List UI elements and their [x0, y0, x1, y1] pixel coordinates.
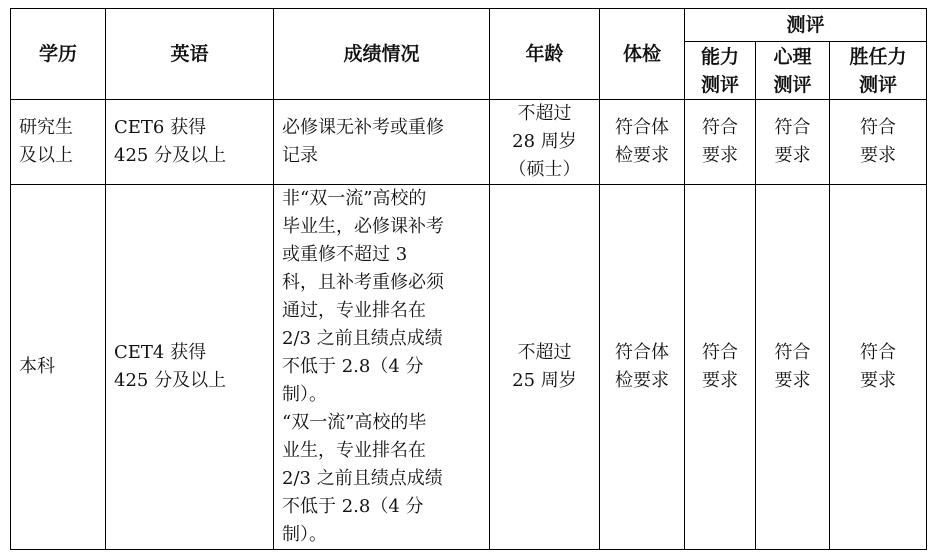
requirements-table	[10, 8, 927, 550]
header-ability: 能力 测评	[685, 42, 756, 100]
cell-english: CET4 获得 425 分及以上	[106, 185, 274, 550]
cell-education: 本科	[11, 185, 106, 550]
cell-psychology: 符合 要求	[756, 100, 830, 185]
cell-psychology: 符合 要求	[756, 185, 830, 550]
cell-competency: 符合 要求	[830, 185, 927, 550]
requirements-table-wrapper	[10, 8, 927, 550]
cell-grades: 非“双一流”高校的 毕业生，必修课补考 或重修不超过 3 科，且补考重修必须 通过，专业排名在 2/3 之前且绩点成绩 不低于 2.8（4 分 制）。 “双一流”高校的毕 业生，专业排名在 2/3 之前且绩点成绩 不低于 2.8（4 分 制）。	[274, 185, 490, 550]
header-assessment: 测评	[685, 9, 927, 42]
cell-grades: 必修课无补考或重修 记录	[274, 100, 490, 185]
cell-age: 不超过 25 周岁	[490, 185, 600, 550]
header-education: 学历	[11, 9, 106, 100]
table-row-undergraduate	[11, 185, 927, 550]
header-grades: 成绩情况	[274, 9, 490, 100]
header-psychology: 心理 测评	[756, 42, 830, 100]
cell-age: 不超过 28 周岁 （硕士）	[490, 100, 600, 185]
table-row-graduate	[11, 100, 927, 185]
header-physical: 体检	[600, 9, 685, 100]
header-english: 英语	[106, 9, 274, 100]
cell-physical: 符合体 检要求	[600, 100, 685, 185]
cell-ability: 符合 要求	[685, 100, 756, 185]
header-competency: 胜任力 测评	[830, 42, 927, 100]
cell-ability: 符合 要求	[685, 185, 756, 550]
cell-education: 研究生 及以上	[11, 100, 106, 185]
cell-physical: 符合体 检要求	[600, 185, 685, 550]
header-age: 年龄	[490, 9, 600, 100]
cell-competency: 符合 要求	[830, 100, 927, 185]
cell-english: CET6 获得 425 分及以上	[106, 100, 274, 185]
